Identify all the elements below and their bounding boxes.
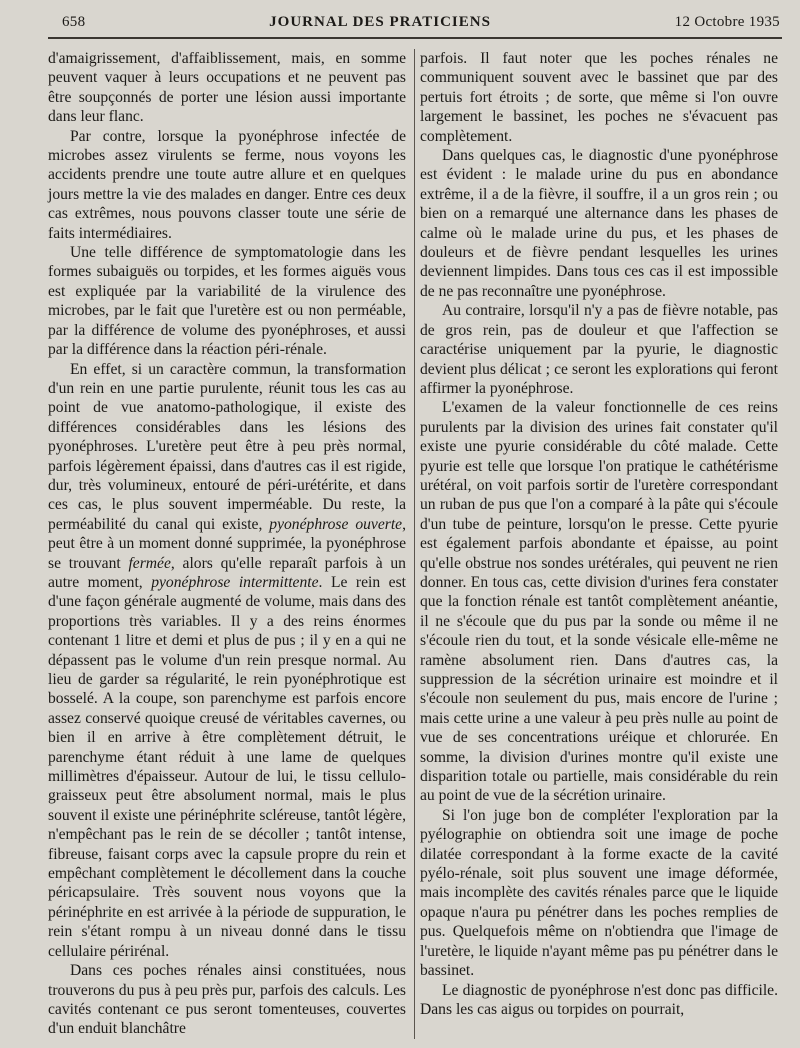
italic-term: pyonéphrose ouverte bbox=[269, 515, 403, 533]
paragraph: Au contraire, lorsqu'il n'y a pas de fièvre notable, pas de gros rein, pas de douleur et que l'affection se caractérise uniquement par la pyurie, le diagnostic devient plus délicat ; ce seront les explorations qui feront affirmer la pyonéphrose. bbox=[420, 302, 778, 397]
running-header bbox=[48, 14, 782, 39]
text-run: , peut être à un moment donné supprimée, la pyonéphrose se trouvant bbox=[48, 515, 406, 572]
paragraph: parfois. Il faut noter que les poches rénales ne communiquent souvent avec le bassinet que par des pertuis fort étroits ; de sorte, que même si l'on ouvre largement le bassinet, les poches ne s'évacuent pas complètement. bbox=[420, 50, 778, 145]
paragraph: Dans ces poches rénales ainsi constituées, nous trouverons du pus à peu près pur, parfois des calculs. Les cavités contenant ce pus seront tomenteuses, couvertes d'un enduit blanchâtre bbox=[48, 962, 406, 1038]
italic-term: pyonéphrose intermittente bbox=[151, 573, 319, 591]
paragraph: L'examen de la valeur fonctionnelle de ces reins purulents par la division des urines fait constater qu'il existe une pyurie considérable du côté malade. Cette pyurie est telle que lorsque l'on pratique le cathétérisme urétéral, on voit parfois sortir de l'uretère correspondant un ruban de pus que l'on a comparé à la pâte qui s'écoule d'un tube de peinture, lorsqu'on le presse. Cette pyurie est également parfois abondante et épaisse, au point qu'elle obstrue nos sondes urétérales, qui peuvent ne rien donner. En tous cas, cette division d'urines fera constater que la fonction rénale est tantôt complètement anéantie, il ne s'écoule que du pus par la sonde ou même il ne s'écoule rien du tout, et la sonde vésicale elle-même ne ramène absolument rien. Dans d'autres cas, la suppression de la sécrétion urinaire est moindre et il s'écoule non seulement du pus, mais encore de l'urine ; mais cette urine a une valeur à peu près nulle au point de vue de ses concentrations uréique et chlorurée. En somme, la division d'urines montre qu'il existe une disparition totale ou partielle, mais considérable du rein au point de vue de la sécrétion urinaire. bbox=[420, 399, 778, 805]
paragraph: d'amaigrissement, d'affaiblissement, mais, en somme peuvent vaquer à leurs occupations et ne peuvent pas être soupçonnés de porter une lésion aussi importante dans leur flanc. bbox=[48, 50, 406, 126]
text-run: En effet, si un caractère commun, la transformation d'un rein en une partie purulente, réunit tous les cas au point de vue anatomo-pathologique, il existe des différences considérables dans les lésions des pyonéphroses. L'uretère peut être à peu près normal, parfois légèrement épaissi, dans d'autres cas il est rigide, dur, très volumineux, entouré de péri-urétérite, et dans ces cas, le plus souvent imperméable. Du reste, la perméabilité du canal qui existe, bbox=[48, 360, 406, 533]
paragraph: Le diagnostic de pyonéphrose n'est donc pas difficile. Dans les cas aigus ou torpides on pourrait, bbox=[420, 981, 778, 1018]
paragraph: Dans quelques cas, le diagnostic d'une pyonéphrose est évident : le malade urine du pus en abondance extrême, il a de la fièvre, il souffre, il a un gros rein ; ou bien on a remarqué une alternance dans les phases de calme où le malade urine du pus, et les phases de douleurs et de fièvre pendant lesquelles les urines deviennent limpides. Dans tous ces cas il est impossible de ne pas reconnaître une pyonéphrose. bbox=[420, 147, 778, 300]
journal-title: JOURNAL DES PRATICIENS bbox=[269, 14, 491, 30]
left-column bbox=[48, 49, 406, 1039]
text-run: , alors qu'elle reparaît parfois à un autre moment, bbox=[48, 554, 406, 591]
text-columns bbox=[48, 49, 782, 1039]
paragraph: Une telle différence de symptomatologie dans les formes subaiguës ou torpides, et les formes aiguës vous est expliquée par la variabilité de la virulence des microbes, par le fait que l'uretère est ou non perméable, par la différence de volume des pyonéphroses, et aussi par la différence dans la réaction péri-rénale. bbox=[48, 244, 406, 359]
issue-date: 12 Octobre 1935 bbox=[674, 14, 780, 30]
column-divider bbox=[414, 49, 415, 1039]
page-number: 658 bbox=[62, 14, 86, 30]
text-run: . Le rein est d'une façon générale augmenté de volume, mais dans des proportions très variables. Il y a des reins énormes contenant 1 litre et demi et plus de pus ; il y en a qui ne dépassent pas le volume d'un rein presque normal. Au lieu de garder sa régularité, le rein pyonéphrotique est bosselé. A la coupe, son parenchyme est parfois encore assez conservé quoique creusé de véritables cavernes, ou bien il en arrive à être complètement détruit, le parenchyme étant réduit à une lame de quelques millimètres d'épaisseur. Autour de lui, le tissu cellulo-graisseux peut être absolument normal, mais le plus souvent il existe une périnéphrite scléreuse, tantôt légère, n'empêchant pas le rein de se décoller ; tantôt intense, fibreuse, faisant corps avec la capsule propre du rein et empêchant complètement le décollement dans la couche péricapsulaire. Très souvent nous voyons que la périnéphrite en est arrivée à la période de suppuration, le rein s'étant rompu à un niveau donné dans le tissu cellulaire périrénal. bbox=[48, 573, 407, 960]
paragraph: Si l'on juge bon de compléter l'exploration par la pyélographie on obtiendra soit une image de poche dilatée correspondant à la forme exacte de la cavité pyélo-rénale, soit plus souvent une image déformée, mais incomplète des cavités rénales parce que le liquide opaque n'aura pu pénétrer dans les poches remplies de pus. Quelquefois même on n'obtiendra que l'image de l'uretère, le liquide n'ayant même pas pu pénétrer dans le bassinet. bbox=[420, 806, 778, 980]
right-column bbox=[420, 49, 778, 1039]
italic-term: fermée bbox=[128, 554, 171, 572]
paragraph bbox=[48, 360, 406, 962]
paragraph: Par contre, lorsque la pyonéphrose infectée de microbes assez virulents se ferme, nous voyons les accidents prendre une toute autre allure et en quelques jours mettre la vie des malades en danger. Entre ces deux cas extrêmes, nous pouvons classer toute une série de faits intermédiaires. bbox=[48, 127, 406, 242]
